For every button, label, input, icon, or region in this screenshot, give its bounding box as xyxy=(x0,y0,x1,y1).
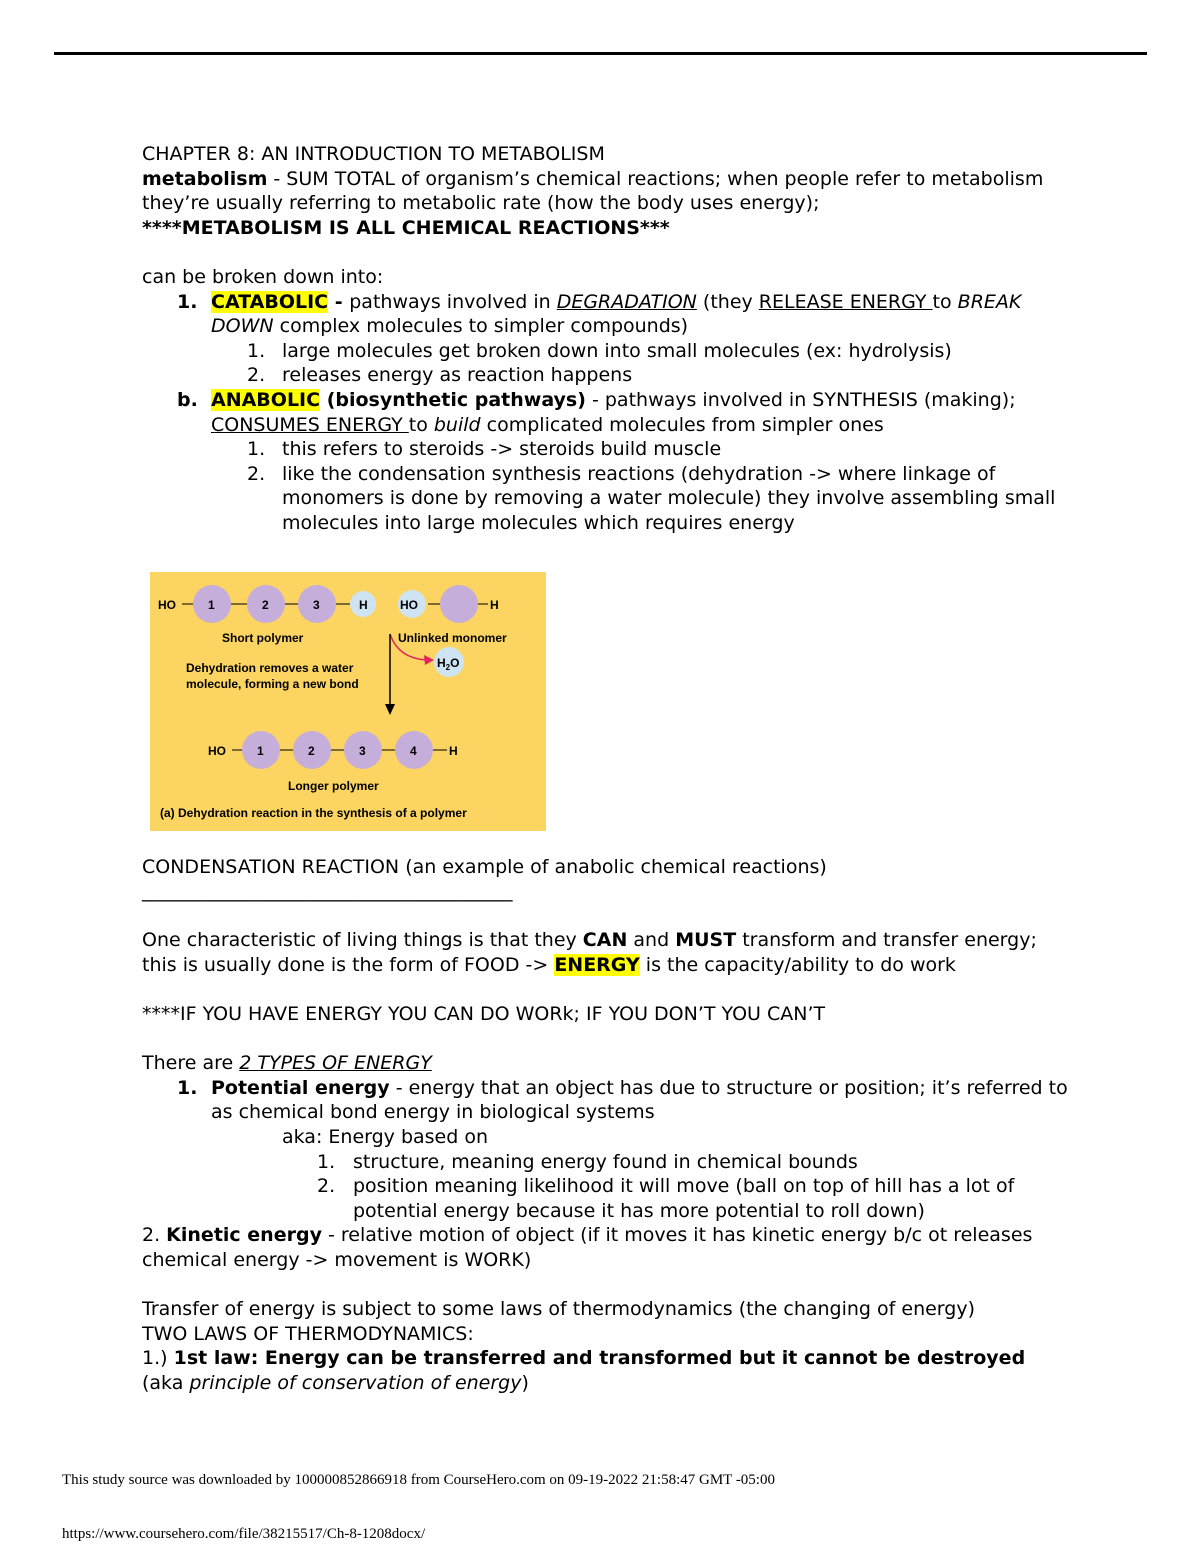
figure-caption: (a) Dehydration reaction in the synthesis of a polymer xyxy=(160,806,467,820)
dehydration-figure xyxy=(150,572,546,831)
dehydration-diagram xyxy=(150,572,546,831)
kinetic-energy-label: Kinetic energy xyxy=(166,1224,322,1247)
dehydration-text-1: Dehydration removes a water xyxy=(186,661,354,675)
chapter-title: CHAPTER 8: AN INTRODUCTION TO METABOLISM xyxy=(142,143,605,165)
underline-row: _______________________________________ xyxy=(142,880,513,903)
water-arrowhead xyxy=(424,655,434,665)
monomer-number: 2 xyxy=(308,744,315,758)
metabolism-term: metabolism xyxy=(142,167,268,190)
list-item: 1. this refers to steroids -> steroids build muscle xyxy=(247,438,722,461)
monomer-free xyxy=(440,585,478,623)
list-item: 2. position meaning likelihood it will move (ball on top of hill has a lot of potential energy because it has more potential to roll down) xyxy=(317,1175,1015,1222)
dehydration-text-2: molecule, forming a new bond xyxy=(186,677,359,691)
first-law: 1.) 1st law: Energy can be transferred and transformed but it cannot be destroyed (aka principle of conservation of energy) xyxy=(142,1347,1026,1394)
transfer-paragraph: Transfer of energy is subject to some laws of thermodynamics (the changing of energy) xyxy=(142,1298,975,1321)
ho-label: HO xyxy=(400,598,418,612)
consumes-energy-term: CONSUMES ENERGY xyxy=(211,413,409,436)
ho-label: HO xyxy=(208,744,226,758)
unlinked-monomer-label: Unlinked monomer xyxy=(398,631,507,645)
anabolic-item: b. ANABOLIC (biosynthetic pathways) - pathways involved in SYNTHESIS (making); CONSUMES ENERGY to build complicated molecules from simpler ones xyxy=(177,388,1016,436)
characteristic-paragraph: One characteristic of living things is that they CAN and MUST transform and transfer energy; this is usually done is the form of FOOD -> ENERGY is the capacity/ability to do work xyxy=(142,929,1037,976)
potential-energy-item: 1. Potential energy - energy that an object has due to structure or position; it’s referred to as chemical bond energy in biological systems xyxy=(177,1076,1068,1124)
catabolic-item: 1. CATABOLIC - pathways involved in DEGRADATION (they RELEASE ENERGY to BREAK DOWN complex molecules to simpler compounds) xyxy=(177,290,1022,338)
kinetic-energy-item: 2. Kinetic energy - relative motion of object (if it moves it has kinetic energy b/c ot releases chemical energy -> movement is WORK) xyxy=(142,1224,1033,1271)
monomer-number: 3 xyxy=(359,744,366,758)
aka-line: aka: Energy based on xyxy=(282,1126,489,1149)
short-polymer xyxy=(156,585,376,623)
download-notice: This study source was downloaded by 100000852866918 from CourseHero.com on 09-19-2022 21:58:47 GMT -05:00 xyxy=(62,1472,775,1488)
list-number: 1. xyxy=(177,290,198,313)
condensation-caption: CONDENSATION REACTION (an example of anabolic chemical reactions) xyxy=(142,855,827,878)
types-of-energy: There are 2 TYPES OF ENERGY xyxy=(142,1052,432,1075)
unlinked-monomer xyxy=(398,585,502,623)
short-polymer-label: Short polymer xyxy=(222,631,304,645)
list-item: 2. releases energy as reaction happens xyxy=(247,364,633,387)
two-laws-heading: TWO LAWS OF THERMODYNAMICS: xyxy=(142,1322,474,1345)
list-number: b. xyxy=(177,388,198,411)
source-url-link[interactable]: https://www.coursehero.com/file/38215517/Ch-8-1208docx/ xyxy=(62,1526,426,1542)
monomer-number: 4 xyxy=(410,744,417,758)
monomer-number: 3 xyxy=(313,598,320,612)
anabolic-label: ANABOLIC xyxy=(211,388,321,411)
h-label: H xyxy=(359,598,368,612)
water-label: $H_2O$ xyxy=(437,656,460,672)
list-item: 2. like the condensation synthesis reactions (dehydration -> where linkage of monomers is done by removing a water molecule) they involve assembling small molecules into large molecules which requires energy xyxy=(247,462,1056,534)
broken-down-intro: can be broken down into: xyxy=(142,265,384,288)
reaction-arrowhead xyxy=(385,704,395,715)
longer-polymer-label: Longer polymer xyxy=(288,779,379,793)
monomer-number: 1 xyxy=(208,598,215,612)
release-energy-term: RELEASE ENERGY xyxy=(758,290,933,313)
longer-polymer xyxy=(206,731,461,769)
break-down-term: BREAK DOWN xyxy=(211,290,1022,338)
monomer-number: 1 xyxy=(257,744,264,758)
metabolism-def-text: - SUM TOTAL of organism’s chemical reactions; when people refer to metabolism they’re usually referring to metabolic rate (how the body uses energy); xyxy=(142,167,1044,215)
ho-label: HO xyxy=(158,598,176,612)
potential-energy-label: Potential energy xyxy=(211,1076,390,1099)
list-item: 1. large molecules get broken down into small molecules (ex: hydrolysis) xyxy=(247,339,952,362)
top-rule xyxy=(54,52,1147,55)
list-item: 1. structure, meaning energy found in chemical bounds xyxy=(317,1150,858,1173)
catabolic-label: CATABOLIC xyxy=(211,290,329,313)
energy-highlight: ENERGY xyxy=(554,953,640,976)
degradation-term: DEGRADATION xyxy=(556,290,697,313)
h-label: H xyxy=(490,598,499,612)
build-term: build xyxy=(433,413,481,436)
monomer-number: 2 xyxy=(262,598,269,612)
energy-work-emphasis: ****IF YOU HAVE ENERGY YOU CAN DO WORk; IF YOU DON’T YOU CAN’T xyxy=(142,1003,826,1026)
h-label: H xyxy=(449,744,458,758)
metabolism-definition xyxy=(142,167,1072,216)
metabolism-emphasis: ****METABOLISM IS ALL CHEMICAL REACTIONS*** xyxy=(142,216,670,239)
